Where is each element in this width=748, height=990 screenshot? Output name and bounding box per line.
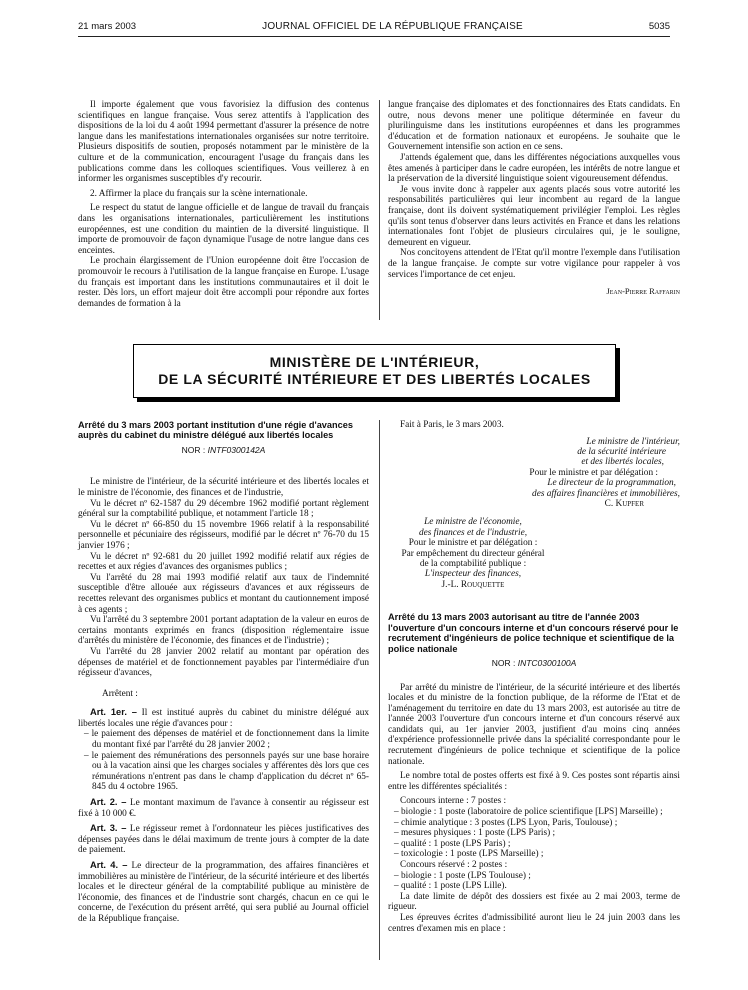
article-3-label: Art. 3. – <box>90 823 127 834</box>
decree-2-title: Arrêté du 13 mars 2003 autorisant au titre de l'année 2003 l'ouverture d'un concours interne et d'un concours réservé pour le recrutement d'ingénieurs de police technique et scientifique de la police nationale <box>388 612 679 654</box>
decree-1-nor <box>78 445 369 456</box>
top-left-column <box>78 100 369 309</box>
signature-block-2 <box>388 517 558 590</box>
decree-2-nor <box>388 658 680 669</box>
column-divider-top <box>379 100 380 320</box>
signature-block-1 <box>388 437 680 510</box>
paragraph: Le respect du statut de langue officielle et de langue de travail du français dans les organisations internationales, particulièrement les institutions européennes, est une condition du maintien de la diversité linguistique. Il importe de promouvoir de façon dynamique l'usage de notre langue dans ces enceintes. <box>78 203 369 256</box>
paragraph: Vu l'arrêté du 28 janvier 2002 relatif au montant par opération des dépenses de matériel et de fonctionnement payables par l'intermédiaire d'un régisseur d'avances, <box>78 646 369 679</box>
signature-line: Pour le ministre et par délégation : <box>408 538 538 549</box>
article-1-text: Il est institué auprès du cabinet du ministre délégué aux libertés locales une régie d'avances pour : <box>78 708 370 729</box>
nor-code: INTC0300100A <box>517 657 577 668</box>
article-3-text: Le régisseur remet à l'ordonnateur les pièces justificatives des dépenses payées dans le délai maximum de trente jours à compter de la date de paiement. <box>78 824 369 856</box>
column-divider-bottom <box>379 420 380 960</box>
paragraph: Vu l'arrêté du 3 septembre 2001 portant adaptation de la valeur en euros de certains montants exprimés en francs (disposition réglementaire issue d'arrêtés du ministère de l'économie, des finances et de l'industrie) ; <box>78 615 369 647</box>
nor-label: NOR : <box>491 657 516 668</box>
ministry-line-1: MINISTÈRE DE L'INTÉRIEUR, <box>269 354 480 370</box>
decree-1-column <box>78 420 369 925</box>
paragraph: Le ministre de l'intérieur, de la sécurité intérieure et des libertés locales et le ministre de l'économie, des finances et de l'industrie, <box>78 477 369 498</box>
list-item: – toxicologie : 1 poste (LPS Marseille) ; <box>394 849 544 860</box>
list-item: – biologie : 1 poste (laboratoire de police scientifique [LPS] Marseille) ; <box>394 807 663 818</box>
list-item: – le paiement des rémunérations des personnels payés sur une base horaire ou à la vacation ainsi que les charges sociales y afférentes dès lors que ces rémunérations n'entrent pas dans le champ d'application du décret nº 65-845 du 4 octobre 1965. <box>84 750 369 793</box>
signature-line: de la sécurité intérieure <box>577 447 666 457</box>
paragraph: langue française des diplomates et des fonctionnaires des Etats candidats. En outre, nous devons mener une politique déterminée en faveur du plurilinguisme dans les institutions européennes et dans les programmes d'éducation et de formation nationaux et européens. Je souhaite que le Gouvernement intensifie son action en ce sens. <box>388 100 680 153</box>
top-right-column <box>388 100 680 297</box>
journal-title: JOURNAL OFFICIEL DE LA RÉPUBLIQUE FRANÇAISE <box>262 20 523 32</box>
signature-line: de la comptabilité publique : <box>419 559 527 570</box>
list-item: – le paiement des dépenses de matériel et de fonctionnement dans la limite du montant fixé par l'arrêté du 28 janvier 2002 ; <box>84 729 369 751</box>
page-header <box>78 19 670 33</box>
paragraph: Je vous invite donc à rappeler aux agents placés sous votre autorité les responsabilités particulières qui leur incombent au regard de la langue française, dont ils doivent systématiquement privilégier l'emploi. Les règles qu'ils sont tenus d'observer dans leurs activités en France et dans les relations internationales font l'objet de plusieurs circulaires qui, je le souligne, demeurent en vigueur. <box>388 184 680 248</box>
paragraph: Les épreuves écrites d'admissibilité auront lieu le 24 juin 2003 dans les centres d'examen mis en place : <box>388 912 680 934</box>
list-item: – biologie : 1 poste (LPS Toulouse) ; <box>394 870 531 881</box>
paragraph: Vu le décret nº 66-850 du 15 novembre 1966 relatif à la responsabilité personnelle et pécuniaire des régisseurs, modifié par le décret nº 76-70 du 15 janvier 1976 ; <box>78 519 369 551</box>
article-1-label: Art. 1er. – <box>90 707 137 718</box>
paragraph: Nos concitoyens attendent de l'Etat qu'il montre l'exemple dans l'utilisation de la langue française. Je compte sur votre vigilance pour rappeler à vos services l'importance de cet enjeu. <box>388 248 680 280</box>
signature-line: L'inspecteur des finances, <box>424 569 522 580</box>
signature-name: C. Kupfer <box>604 499 644 510</box>
signature-line: et des libertés locales, <box>581 457 664 468</box>
paragraph: La date limite de dépôt des dossiers est fixée au 2 mai 2003, terme de rigueur. <box>388 891 680 913</box>
arretent: Arrêtent : <box>102 688 138 699</box>
section-heading: 2. Affirmer la place du français sur la scène internationale. <box>90 188 308 199</box>
nor-code: INTF0300142A <box>207 444 266 455</box>
signature-line: Pour le ministre et par délégation : <box>529 467 658 478</box>
article-4-text: Le directeur de la programmation, des affaires financières et immobilières au ministère de l'intérieur, de la sécurité intérieure et des libertés locales et le directeur général de la comptabilité publique au ministère de l'économie, des finances et de l'industrie sont chargés, chacun en ce qui le concerne, de l'exécution du présent arrêté, qui sera publié au Journal officiel de la République française. <box>78 861 369 924</box>
paragraph: Vu l'arrêté du 28 mai 1993 modifié relatif aux taux de l'indemnité susceptible d'être allouée aux régisseurs d'avances et aux régisseurs de recettes relevant des organismes publics et montant du cautionnement imposé à ces agents ; <box>78 572 369 615</box>
concours-reserve-heading: Concours réservé : 2 postes : <box>400 860 508 870</box>
signature-name: J.-L. Rouquette <box>441 579 505 590</box>
paragraph: Le prochain élargissement de l'Union européenne doit être l'occasion de promouvoir le recours à l'utilisation de la langue française en Europe. L'usage du français est important dans les institutions communautaires et il doit le rester. Dès lors, un effort majeur doit être accompli pour répondre aux fortes demandes de formation à la <box>78 256 369 309</box>
article-2-label: Art. 2. – <box>90 797 127 808</box>
paragraph: Il importe également que vous favorisiez la diffusion des contenus scientifiques en langue française. Vous serez attentifs à l'application des dispositions de la loi du 4 août 1994 permettant d'assurer la présence de notre langue dans les manifestations internationales organisées sur notre territoire. Plusieurs dispositifs de soutien, proposés notamment par le ministère de la culture et de la communication, encouragent l'usage du français dans les publications comme dans les colloques scientifiques. Vous veillerez à en informer les organismes susceptibles d'y recourir. <box>78 100 369 185</box>
article-3 <box>78 823 369 856</box>
signature-line: Le directeur de la programmation, <box>547 478 676 489</box>
header-rule <box>78 36 670 37</box>
signature-line: Le ministre de l'économie, <box>424 517 522 528</box>
decree-1-title: Arrêté du 3 mars 2003 portant institution d'une régie d'avances auprès du cabinet du ministre délégué aux libertés locales <box>78 420 353 441</box>
signature-line: Par empêchement du directeur général <box>401 548 545 559</box>
signature-line: des finances et de l'industrie, <box>418 527 528 538</box>
article-1 <box>78 707 369 729</box>
signature-line: des affaires financières et immobilières, <box>532 488 680 499</box>
article-4-label: Art. 4. – <box>90 860 128 870</box>
paragraph: Vu le décret nº 92-681 du 20 juillet 1992 modifié relatif aux régies de recettes et aux régies d'avances des organismes publics ; <box>78 551 369 573</box>
article-4 <box>78 860 369 925</box>
article-2 <box>78 797 369 819</box>
header-date: 21 mars 2003 <box>78 20 137 32</box>
paragraph: J'attends également que, dans les différentes négociations auxquelles vous êtes amenés à participer dans le cadre européen, les intérêts de notre langue et la préservation de la diversité linguistique soient vigoureusement défendus. <box>388 152 680 185</box>
list-item: – qualité : 1 poste (LPS Lille). <box>394 881 507 892</box>
page-number: 5035 <box>648 20 670 32</box>
list-item: – mesures physiques : 1 poste (LPS Paris) ; <box>394 828 556 839</box>
paragraph: Le nombre total de postes offerts est fixé à 9. Ces postes sont répartis ainsi entre les différentes spécialités : <box>388 771 680 792</box>
list-item: – chimie analytique : 3 postes (LPS Lyon, Paris, Toulouse) ; <box>394 817 618 828</box>
decree-2-column <box>388 420 680 934</box>
nor-label: NOR : <box>181 444 206 455</box>
signature-prime-minister: Jean-Pierre Raffarin <box>606 286 680 297</box>
ministry-heading-box <box>133 344 616 398</box>
paragraph: Par arrêté du ministre de l'intérieur, de la sécurité intérieure et des libertés locales et du ministre de la fonction publique, de la réforme de l'Etat et de l'aménagement du territoire en date du 13 mars 2003, est autorisée au titre de l'année 2003 l'ouverture d'un concours interne et d'un concours réservé aux candidats qui, au 1er janvier 2003, justifient d'au moins cinq années d'expérience professionnelle privée dans la spécialité correspondante pour le recrutement d'ingénieurs de police technique et scientifique de la police nationale. <box>388 682 680 767</box>
list-item: – qualité : 1 poste (LPS Paris) ; <box>394 838 511 849</box>
concours-interne-heading: Concours interne : 7 postes : <box>400 796 507 807</box>
paragraph: Vu le décret nº 62-1587 du 29 décembre 1962 modifié portant règlement général sur la comptabilité publique, et notamment l'article 18 ; <box>78 498 369 520</box>
signature-line: Le ministre de l'intérieur, <box>586 436 680 447</box>
article-2-text: Le montant maximum de l'avance à consentir au régisseur est fixé à 10 000 €. <box>78 798 369 819</box>
ministry-line-2: DE LA SÉCURITÉ INTÉRIEURE ET DES LIBERTÉS LOCALES <box>158 371 591 387</box>
fait-a-paris: Fait à Paris, le 3 mars 2003. <box>400 420 504 430</box>
